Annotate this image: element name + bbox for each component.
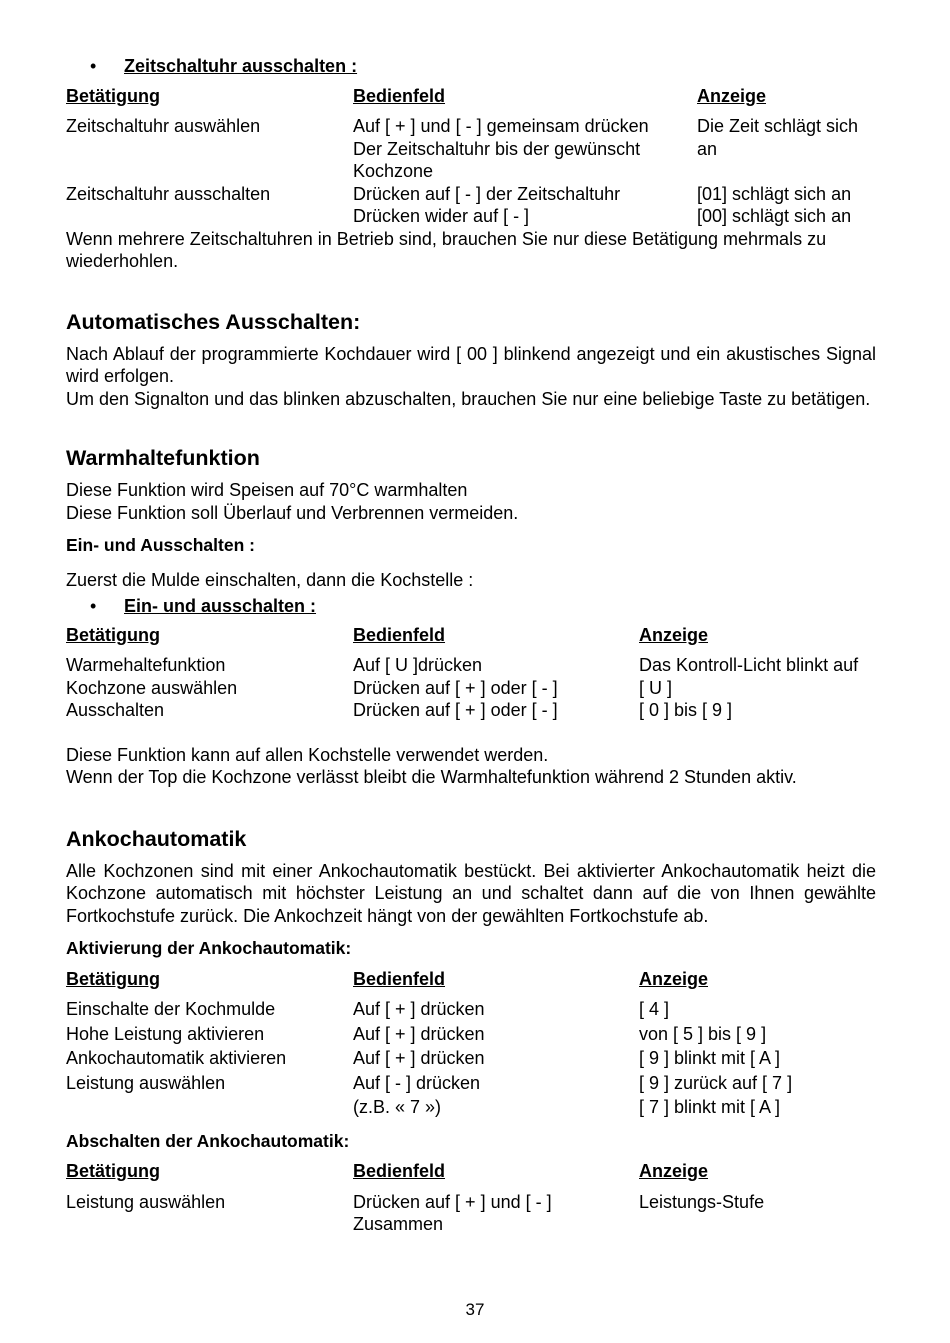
cell-control: Zusammen [353,1214,444,1234]
table-row [66,1191,876,1214]
cell-action: Zeitschaltuhr ausschalten [66,183,271,204]
table-row [66,160,876,183]
cell-display: Die Zeit schlägt sich [697,116,859,136]
cell-display: Das Kontroll-Licht blinkt auf [639,655,859,675]
page-number: 37 [465,1300,485,1319]
auto-off-paragraph-1: Nach Ablauf der programmierte Kochdauer wird [ 00 ] blinkend angezeigt und ein akustisches Signal wird erfolgen. [66,343,876,386]
cell-control: Drücken auf [ + ] und [ - ] [353,1191,552,1212]
warm-note-1: Diese Funktion kann auf allen Kochstelle verwendet werden. [66,744,549,765]
cell-action: Zeitschaltuhr auswählen [66,116,261,136]
cell-display: [ 9 ] zurück auf [ 7 ] [639,1072,793,1093]
table-row [66,1047,876,1072]
col-header-control: Bedienfeld [353,968,446,989]
cell-control: Der Zeitschaltuhr bis der gewünscht [353,138,641,159]
cell-display: [ 9 ] blinkt mit [ A ] [639,1048,781,1068]
cell-display [639,1213,876,1236]
table-row [66,1213,876,1236]
timer-off-note: Wenn mehrere Zeitschaltuhren in Betrieb sind, brauchen Sie nur diese Betätigung mehrmals zu wiederhohlen. [66,228,827,271]
cell-control: Auf [ - ] drücken [353,1072,481,1093]
boost-on-subheading: Aktivierung der Ankochautomatik: [66,938,352,958]
cell-display: Leistungs-Stufe [639,1191,765,1212]
cell-control: Auf [ U ]drücken [353,655,483,675]
timer-off-table [66,85,876,228]
warm-table [66,624,876,722]
cell-control: Drücken auf [ + ] oder [ - ] [353,700,558,720]
table-row [66,699,876,722]
col-header-control: Bedienfeld [353,624,446,645]
col-header-display: Anzeige [639,624,709,645]
warm-line-1: Diese Funktion wird Speisen auf 70°C warmhalten [66,480,468,500]
cell-display: [ 0 ] bis [ 9 ] [639,700,733,720]
table-row [66,183,876,206]
cell-display: [ 4 ] [639,999,670,1019]
bullet-warm [66,595,876,618]
heading-warm: Warmhaltefunktion [66,446,260,470]
col-header-action: Betätigung [66,85,160,106]
document-page [66,55,876,1236]
boost-off-table [66,1160,876,1236]
table-row [66,138,876,161]
table-row [66,115,876,138]
cell-action: Hohe Leistung aktivieren [66,1023,265,1044]
cell-control: Drücken auf [ + ] oder [ - ] [353,677,558,698]
cell-action [66,160,353,183]
cell-control: Auf [ + ] drücken [353,1048,485,1068]
auto-off-paragraph-2: Um den Signalton und das blinken abzuschalten, brauchen Sie nur eine beliebige Taste zu betätigen. [66,388,871,409]
bullet-dot-icon: • [90,596,97,616]
cell-action: Ausschalten [66,700,165,720]
cell-control: Auf [ + ] und [ - ] gemeinsam drücken [353,116,649,136]
bullet-warm-label: Ein- und ausschalten : [124,596,317,616]
cell-action [66,1096,353,1121]
cell-action: Leistung auswählen [66,1072,226,1093]
cell-action [66,138,353,161]
bullet-timer-off-label: Zeitschaltuhr ausschalten : [124,56,358,76]
table-row [66,1096,876,1121]
cell-display: von [ 5 ] bis [ 9 ] [639,1023,767,1044]
heading-boost: Ankochautomatik [66,826,247,851]
cell-action: Einschalte der Kochmulde [66,999,276,1019]
cell-action [66,205,353,228]
cell-action: Ankochautomatik aktivieren [66,1048,287,1068]
heading-auto-off: Automatisches Ausschalten: [66,309,361,334]
cell-action: Kochzone auswählen [66,677,238,698]
cell-control: (z.B. « 7 ») [353,1097,442,1117]
cell-control: Drücken auf [ - ] der Zeitschaltuhr [353,183,621,204]
cell-display: [ 7 ] blinkt mit [ A ] [639,1097,781,1117]
cell-control: Kochzone [353,161,434,181]
cell-display: an [697,138,718,159]
boost-off-subheading: Abschalten der Ankochautomatik: [66,1130,350,1151]
col-header-display: Anzeige [639,968,709,989]
table-row [66,205,876,228]
cell-action: Warmehaltefunktion [66,655,226,675]
boost-on-table [66,968,876,1121]
warm-line-2: Diese Funktion soll Überlauf und Verbrennen vermeiden. [66,502,519,523]
col-header-action: Betätigung [66,1161,160,1181]
cell-display: [ U ] [639,677,673,698]
table-row [66,654,876,677]
warm-intro: Zuerst die Mulde einschalten, dann die Kochstelle : [66,569,474,590]
bullet-timer-off [66,55,876,78]
cell-action [66,1213,353,1236]
cell-control: Drücken wider auf [ - ] [353,206,530,226]
col-header-action: Betätigung [66,968,160,989]
warm-note-2: Wenn der Top die Kochzone verlässt bleibt die Warmhaltefunktion während 2 Stunden aktiv. [66,767,797,787]
cell-display: [00] schlägt sich an [697,206,852,226]
col-header-control: Bedienfeld [353,1161,446,1181]
table-row [66,1072,876,1097]
boost-paragraph: Alle Kochzonen sind mit einer Ankochautomatik bestückt. Bei aktivierter Ankochautomatik heizt die Kochzone automatisch mit höchster Leistung an und schaltet dann auf die von Ihnen gewählte Fortkochstufe zurück. Die Ankochzeit hängt von der gewählten Fortkochstufe ab. [66,860,876,926]
cell-action: Leistung auswählen [66,1191,226,1212]
bullet-dot-icon: • [90,56,97,76]
table-row [66,1023,876,1048]
warm-subheading: Ein- und Ausschalten : [66,535,255,555]
table-row [66,998,876,1023]
cell-control: Auf [ + ] drücken [353,999,485,1019]
col-header-control: Bedienfeld [353,85,446,106]
cell-control: Auf [ + ] drücken [353,1023,485,1044]
col-header-action: Betätigung [66,624,160,645]
col-header-display: Anzeige [697,85,767,106]
cell-display [697,160,876,183]
table-row [66,677,876,700]
cell-display: [01] schlägt sich an [697,183,852,204]
col-header-display: Anzeige [639,1161,709,1181]
